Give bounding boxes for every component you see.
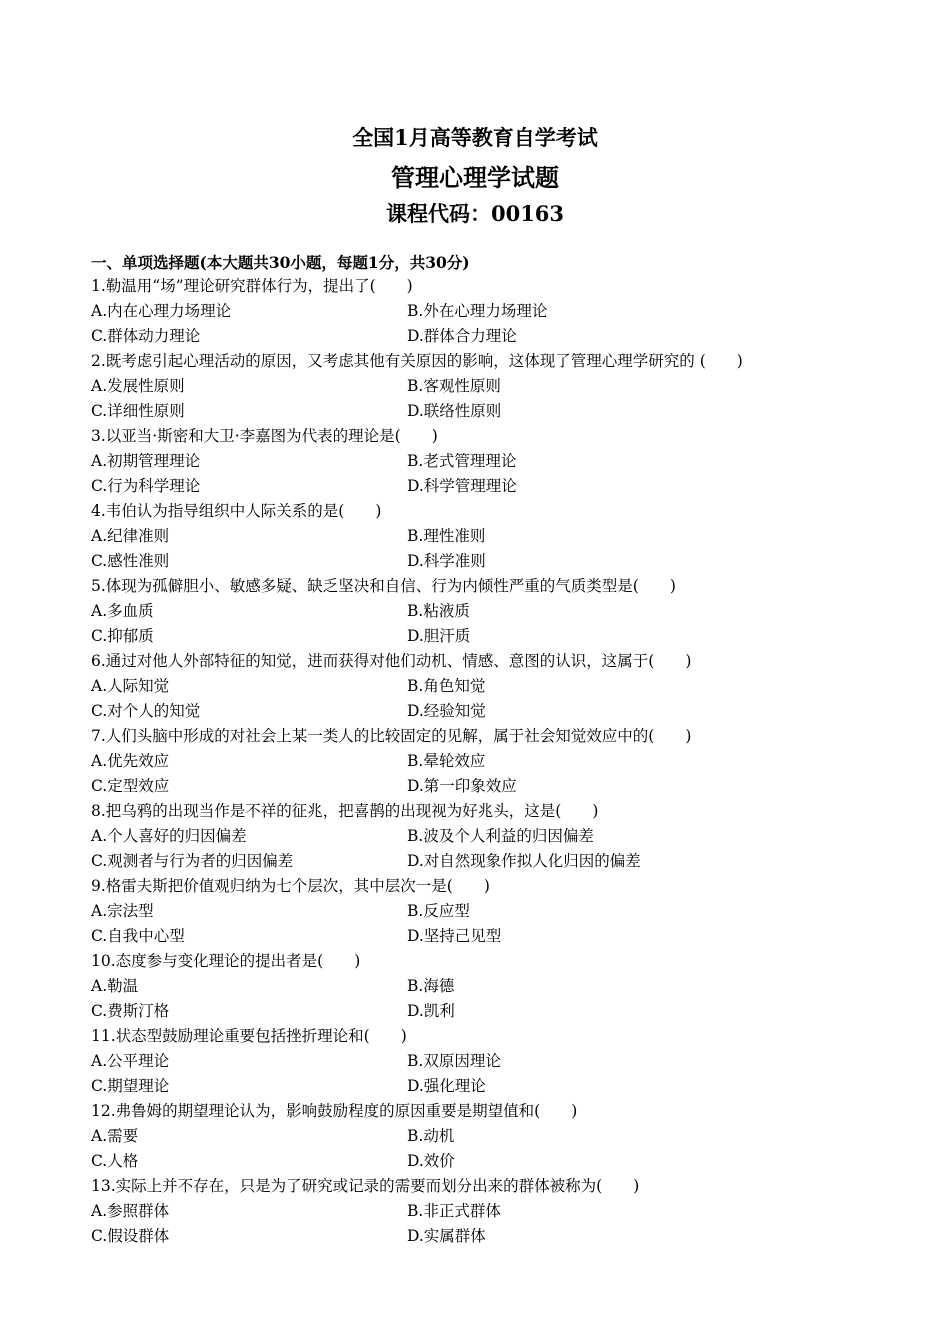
option-row (91, 624, 911, 649)
option-d: D.经验知觉 (407, 702, 486, 720)
question-stem: 10.态度参与变化理论的提出者是( ) (91, 952, 361, 970)
option-a: A.公平理论 (91, 1052, 170, 1070)
question-stem: 11.状态型鼓励理论重要包括挫折理论和( ) (91, 1027, 407, 1045)
option-d: D.实属群体 (407, 1227, 486, 1245)
option-a: A.勒温 (91, 977, 139, 995)
option-row (91, 774, 911, 799)
option-row (91, 599, 911, 624)
question-stem: 13.实际上并不存在，只是为了研究或记录的需要而划分出来的群体被称为( ) (91, 1177, 640, 1195)
section-heading: 一、单项选择题(本大题共30小题，每题1分，共30分) (91, 253, 470, 272)
option-c: C.详细性原则 (91, 402, 185, 420)
option-b: B.客观性原则 (407, 377, 501, 395)
option-c: C.定型效应 (91, 777, 170, 795)
question-6 (91, 649, 911, 724)
option-d: D.第一印象效应 (407, 777, 517, 795)
option-row (91, 1074, 911, 1099)
question-stem: 7.人们头脑中形成的对社会上某一类人的比较固定的见解，属于社会知觉效应中的( ) (91, 727, 692, 745)
option-d: D.联络性原则 (407, 402, 502, 420)
option-b: B.晕轮效应 (407, 752, 486, 770)
option-c: C.观测者与行为者的归因偏差 (91, 852, 294, 870)
question-stem: 1.勒温用“场”理论研究群体行为，提出了( ) (91, 277, 413, 295)
option-c: C.群体动力理论 (91, 327, 201, 345)
question-11 (91, 1024, 911, 1099)
question-5 (91, 574, 911, 649)
option-c: C.抑郁质 (91, 627, 154, 645)
question-stem: 3.以亚当·斯密和大卫·李嘉图为代表的理论是( ) (91, 427, 438, 445)
option-row (91, 824, 911, 849)
option-row (91, 924, 911, 949)
option-a: A.内在心理力场理论 (91, 302, 232, 320)
option-b: B.波及个人利益的归因偏差 (407, 827, 594, 845)
question-9 (91, 874, 911, 949)
exam-title: 全国1月高等教育自学考试 (352, 125, 598, 150)
option-row (91, 674, 911, 699)
option-b: B.外在心理力场理论 (407, 302, 548, 320)
option-a: A.纪律准则 (91, 527, 170, 545)
question-3 (91, 424, 911, 499)
option-a: A.个人喜好的归因偏差 (91, 827, 247, 845)
option-row (91, 1224, 911, 1249)
exam-subject-title: 管理心理学试题 (391, 163, 559, 192)
option-row (91, 549, 911, 574)
option-d: D.强化理论 (407, 1077, 486, 1095)
option-row (91, 1149, 911, 1174)
option-d: D.科学管理理论 (407, 477, 517, 495)
option-a: A.参照群体 (91, 1202, 170, 1220)
option-row (91, 749, 911, 774)
option-d: D.科学准则 (407, 552, 486, 570)
option-row (91, 974, 911, 999)
option-row (91, 524, 911, 549)
option-b: B.非正式群体 (407, 1202, 501, 1220)
option-row (91, 374, 911, 399)
question-10 (91, 949, 911, 1024)
option-a: A.需要 (91, 1127, 139, 1145)
option-b: B.角色知觉 (407, 677, 486, 695)
question-stem: 2.既考虑引起心理活动的原因，又考虑其他有关原因的影响，这体现了管理心理学研究的 ( ) (91, 352, 743, 370)
question-2 (91, 349, 911, 424)
option-c: C.假设群体 (91, 1227, 170, 1245)
question-8 (91, 799, 911, 874)
option-row (91, 299, 911, 324)
question-7 (91, 724, 911, 799)
option-c: C.费斯汀格 (91, 1002, 170, 1020)
option-b: B.理性准则 (407, 527, 486, 545)
question-stem: 6.通过对他人外部特征的知觉，进而获得对他们动机、情感、意图的认识，这属于( ) (91, 652, 692, 670)
question-stem: 9.格雷夫斯把价值观归纳为七个层次，其中层次一是( ) (91, 877, 490, 895)
option-a: A.人际知觉 (91, 677, 170, 695)
question-4 (91, 499, 911, 574)
option-d: D.效价 (407, 1152, 455, 1170)
question-stem: 4.韦伯认为指导组织中人际关系的是( ) (91, 502, 382, 520)
option-b: B.海德 (407, 977, 455, 995)
option-d: D.胆汗质 (407, 627, 471, 645)
option-row (91, 849, 911, 874)
question-12 (91, 1099, 911, 1174)
option-d: D.对自然现象作拟人化归因的偏差 (407, 852, 641, 870)
option-row (91, 1199, 911, 1224)
option-row (91, 1049, 911, 1074)
option-a: A.初期管理理论 (91, 452, 201, 470)
question-1 (91, 274, 911, 349)
option-d: D.坚持己见型 (407, 927, 502, 945)
option-b: B.动机 (407, 1127, 455, 1145)
option-d: D.群体合力理论 (407, 327, 517, 345)
option-c: C.行为科学理论 (91, 477, 201, 495)
option-c: C.期望理论 (91, 1077, 170, 1095)
option-c: C.人格 (91, 1152, 139, 1170)
option-b: B.反应型 (407, 902, 470, 920)
option-b: B.双原因理论 (407, 1052, 501, 1070)
option-row (91, 999, 911, 1024)
option-c: C.自我中心型 (91, 927, 185, 945)
question-stem: 5.体现为孤僻胆小、敏感多疑、缺乏坚决和自信、行为内倾性严重的气质类型是( ) (91, 577, 676, 595)
option-a: A.多血质 (91, 602, 154, 620)
option-a: A.优先效应 (91, 752, 170, 770)
option-row (91, 699, 911, 724)
option-row (91, 399, 911, 424)
question-13 (91, 1174, 911, 1249)
option-row (91, 449, 911, 474)
option-b: B.粘液质 (407, 602, 470, 620)
option-c: C.对个人的知觉 (91, 702, 201, 720)
option-b: B.老式管理理论 (407, 452, 517, 470)
option-row (91, 324, 911, 349)
option-row (91, 899, 911, 924)
option-a: A.发展性原则 (91, 377, 185, 395)
option-row (91, 474, 911, 499)
question-list (91, 274, 911, 1249)
option-row (91, 1124, 911, 1149)
option-d: D.凯利 (407, 1002, 455, 1020)
course-code: 课程代码：00163 (385, 201, 565, 226)
question-stem: 12.弗鲁姆的期望理论认为，影响鼓励程度的原因重要是期望值和( ) (91, 1102, 578, 1120)
question-stem: 8.把乌鸦的出现当作是不祥的征兆，把喜鹊的出现视为好兆头，这是( ) (91, 802, 599, 820)
option-c: C.感性准则 (91, 552, 170, 570)
option-a: A.宗法型 (91, 902, 154, 920)
